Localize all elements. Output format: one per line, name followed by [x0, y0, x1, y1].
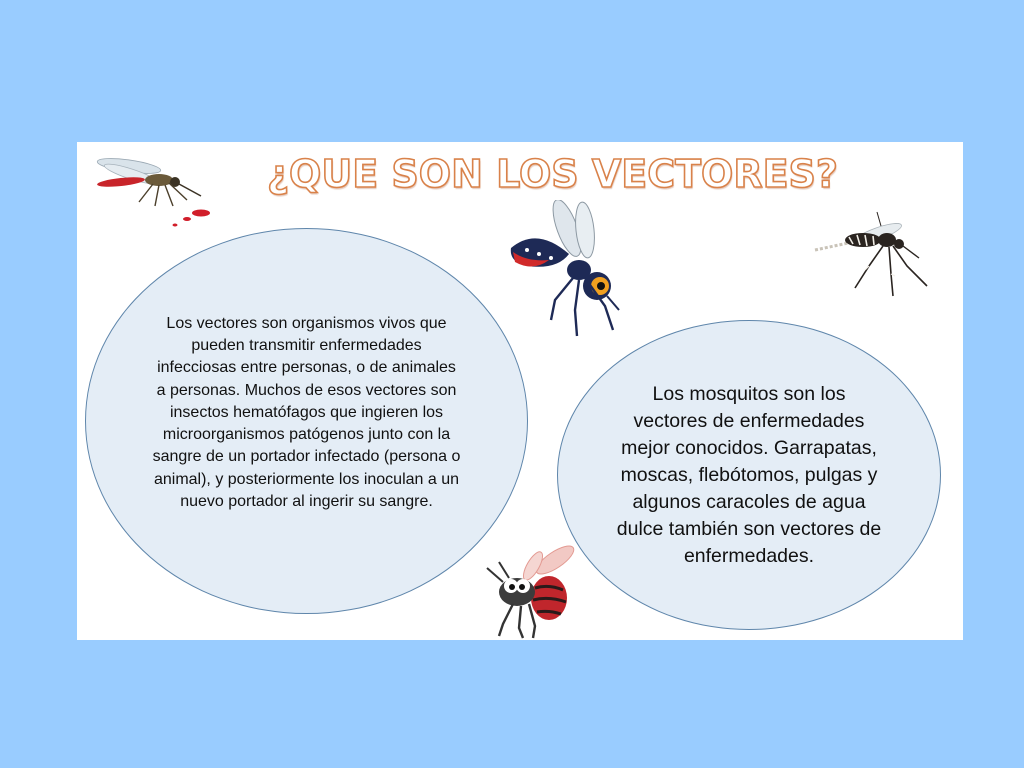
left-info-bubble — [85, 228, 528, 614]
mosquito-blood-icon — [89, 150, 219, 232]
slide-panel — [77, 142, 963, 640]
tiger-mosquito-icon — [807, 204, 947, 304]
cartoon-wasp-icon — [473, 538, 583, 640]
left-bubble-text: Los vectores son organismos vivos que pueden transmitir enfermedades infecciosas entre personas, o de animales a personas. Muchos de esos vectores son insectos hematófagos que ingieren los microorganismos patógenos junto con la sangre de un portador infectado (persona o animal), y posteriormente los inoculan a un nuevo portador al ingerir su sangre. — [152, 315, 461, 510]
right-bubble-text: Los mosquitos son los vectores de enfermedades mejor conocidos. Garrapatas, moscas, flebótomos, pulgas y algunos caracoles de agua dulce también son vectores de enfermedades. — [616, 382, 882, 567]
right-info-bubble — [557, 320, 941, 630]
cartoon-mosquito-icon — [497, 200, 637, 342]
slide-title: ¿QUE SON LOS VECTORES? — [267, 152, 838, 196]
